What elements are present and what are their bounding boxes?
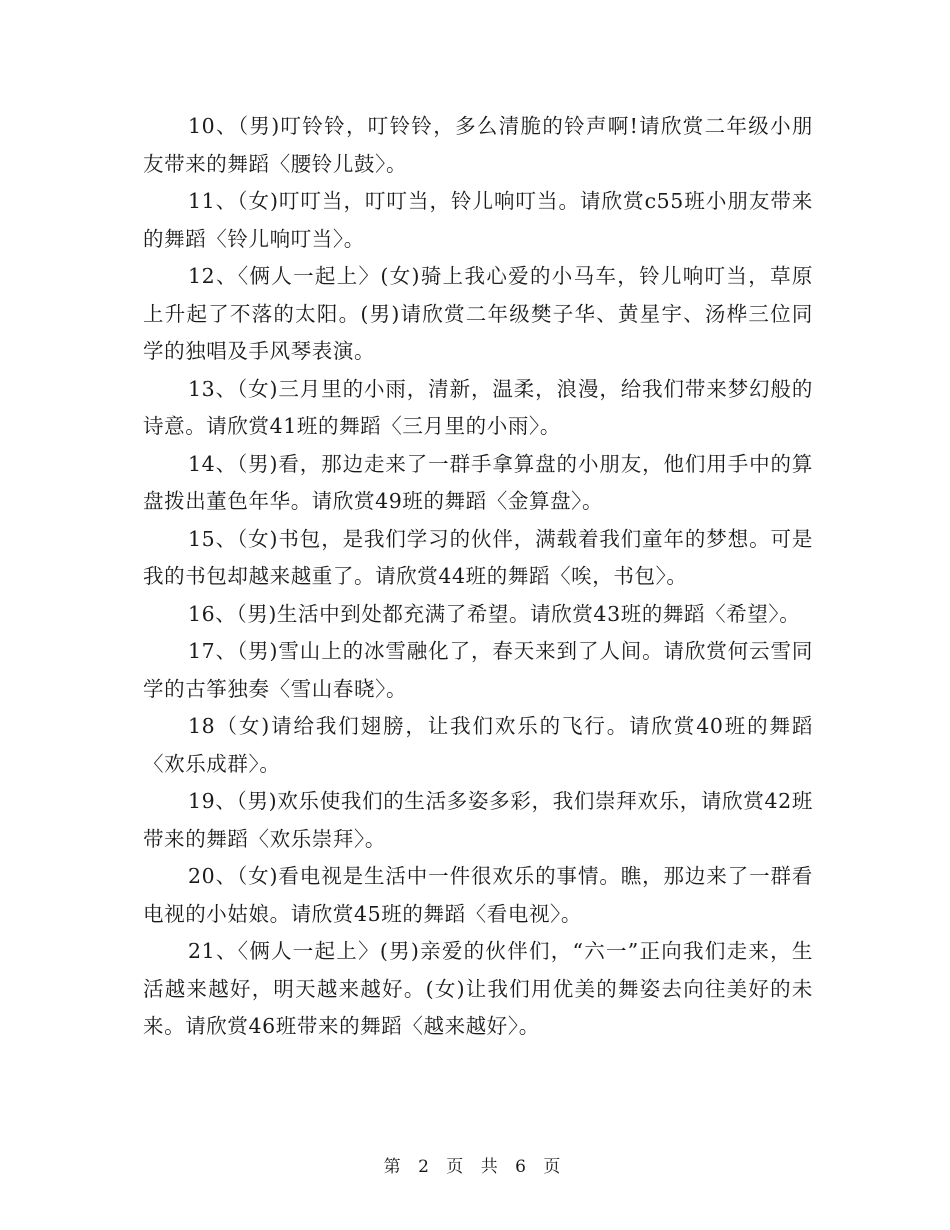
- paragraph-item-10: 10、（男)叮铃铃，叮铃铃，多么清脆的铃声啊!请欣赏二年级小朋友带来的舞蹈〈腰铃儿鼓〉。: [143, 114, 813, 176]
- paragraph-item-21: 21、〈俩人一起上〉(男)亲爱的伙伴们，“六一”正向我们走来，生活越来越好，明天越来越好。(女)让我们用优美的舞姿去向往美好的未来。请欣赏46班带来的舞蹈〈越来越好〉。: [143, 939, 813, 1038]
- paragraph-item-18: 18（女)请给我们翅膀，让我们欢乐的飞行。请欣赏40班的舞蹈〈欢乐成群〉。: [143, 714, 813, 776]
- paragraph-item-15: 15、（女)书包，是我们学习的伙伴，满载着我们童年的梦想。可是我的书包却越来越重了。请欣赏44班的舞蹈〈唉，书包〉。: [143, 526, 813, 588]
- paragraph-item-14: 14、（男)看，那边走来了一群手拿算盘的小朋友，他们用手中的算盘拨出董色年华。请欣赏49班的舞蹈〈金算盘〉。: [143, 451, 813, 513]
- page-number-footer: 第 2 页 共 6 页: [383, 1157, 567, 1177]
- paragraph-item-20: 20、（女)看电视是生活中一件很欢乐的事情。瞧，那边来了一群看电视的小姑娘。请欣赏45班的舞蹈〈看电视〉。: [143, 864, 813, 926]
- paragraph-item-12: 12、〈俩人一起上〉(女)骑上我心爱的小马车，铃儿响叮当，草原上升起了不落的太阳。(男)请欣赏二年级樊子华、黄星宇、汤桦三位同学的独唱及手风琴表演。: [143, 264, 813, 363]
- paragraph-item-19: 19、（男)欢乐使我们的生活多姿多彩，我们崇拜欢乐，请欣赏42班带来的舞蹈〈欢乐崇拜〉。: [143, 789, 813, 851]
- paragraph-item-11: 11、（女)叮叮当，叮叮当，铃儿响叮当。请欣赏c55班小朋友带来的舞蹈〈铃儿响叮当〉。: [143, 189, 813, 251]
- paragraph-item-16: 16、（男)生活中到处都充满了希望。请欣赏43班的舞蹈〈希望〉。: [188, 601, 801, 626]
- program-script-body: [143, 108, 813, 1046]
- paragraph-item-17: 17、（男)雪山上的冰雪融化了，春天来到了人间。请欣赏何云雪同学的古筝独奏〈雪山春晓〉。: [143, 639, 813, 701]
- paragraph-item-13: 13、（女)三月里的小雨，清新，温柔，浪漫，给我们带来梦幻般的诗意。请欣赏41班的舞蹈〈三月里的小雨〉。: [143, 376, 813, 438]
